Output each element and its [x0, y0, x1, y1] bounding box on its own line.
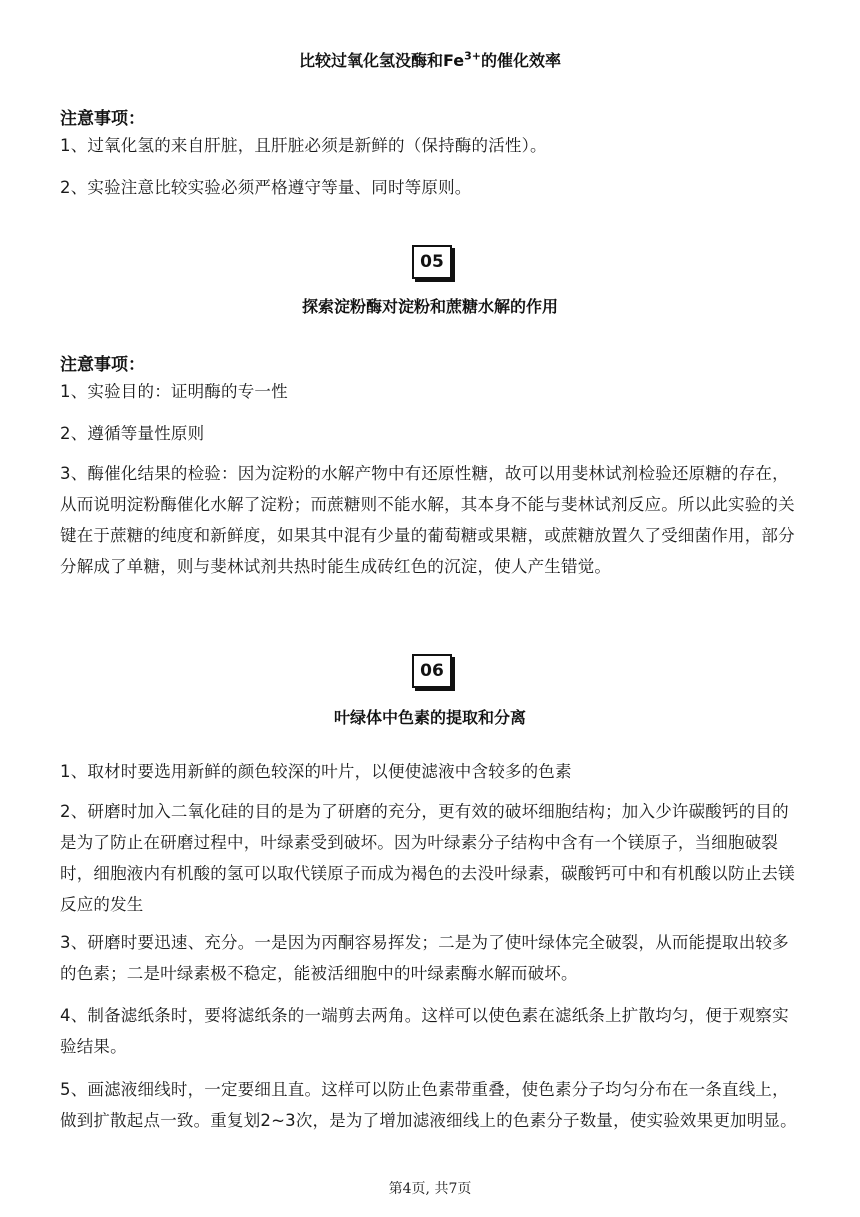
page-number-footer: 第4页, 共7页 [388, 1181, 472, 1197]
section-6-item: 3、研磨时要迅速、充分。一是因为丙酮容易挥发；二是为了使叶绿体完全破裂，从而能提取出较多的色素；二是叶绿素极不稳定，能被活细胞中的叶绿素酶水解而破坏。 [60, 933, 789, 983]
section-4-title-main: 比较过氧化氢没酶和Fe [298, 51, 465, 70]
section-5-title: 探索淀粉酶对淀粉和蔗糖水解的作用 [301, 297, 558, 316]
section-4-title-tail: 的催化效率 [481, 51, 562, 70]
section-5-notes-heading: 注意事项： [60, 355, 145, 375]
section-6-item: 4、制备滤纸条时，要将滤纸条的一端剪去两角。这样可以使色素在滤纸条上扩散均匀，便于观察实验结果。 [60, 1006, 789, 1056]
section-4-item: 1、过氧化氢的来自肝脏，且肝脏必须是新鲜的（保持酶的活性）。 [60, 136, 547, 155]
section-6-title: 叶绿体中色素的提取和分离 [333, 708, 526, 727]
section-6-item: 2、研磨时加入二氧化硅的目的是为了研磨的充分，更有效的破坏细胞结构；加入少许碳酸钙的目的是为了防止在研磨过程中，叶绿素受到破坏。因为叶绿素分子结构中含有一个镁原子，当细胞破裂时，细胞液内有机酸的氢可以取代镁原子而成为褐色的去没叶绿素，碳酸钙可中和有机酸以防止去镁反应的发生 [60, 802, 795, 914]
section-5-item: 3、酶催化结果的检验：因为淀粉的水解产物中有还原性糖，故可以用斐林试剂检验还原糖的存在，从而说明淀粉酶催化水解了淀粉；而蔗糖则不能水解，其本身不能与斐林试剂反应。所以此实验的关键在于蔗糖的纯度和新鲜度，如果其中混有少量的葡萄糖或果糖，或蔗糖放置久了受细菌作用，部分分解成了单糖，则与斐林试剂共热时能生成砖红色的沉淀，使人产生错觉。 [60, 464, 795, 576]
section-4-title [0, 48, 860, 71]
section-4-notes-heading: 注意事项： [60, 109, 145, 129]
section-5-item: 1、实验目的：证明酶的专一性 [60, 382, 288, 401]
section-5-number-badge: 05 [412, 245, 452, 279]
section-6-item: 5、画滤液细线时，一定要细且直。这样可以防止色素带重叠，使色素分子均匀分布在一条直线上，做到扩散起点一致。重复划2~3次，是为了增加滤液细线上的色素分子数量，使实验效果更加明显。 [60, 1080, 797, 1130]
section-6-number-badge: 06 [412, 654, 452, 688]
section-5-item: 2、遵循等量性原则 [60, 424, 205, 443]
section-4-item: 2、实验注意比较实验必须严格遵守等量、同时等原则。 [60, 178, 472, 197]
section-4-title-superscript: 3+ [464, 49, 481, 63]
section-6-item: 1、取材时要选用新鲜的颜色较深的叶片，以便使滤液中含较多的色素 [60, 762, 572, 781]
